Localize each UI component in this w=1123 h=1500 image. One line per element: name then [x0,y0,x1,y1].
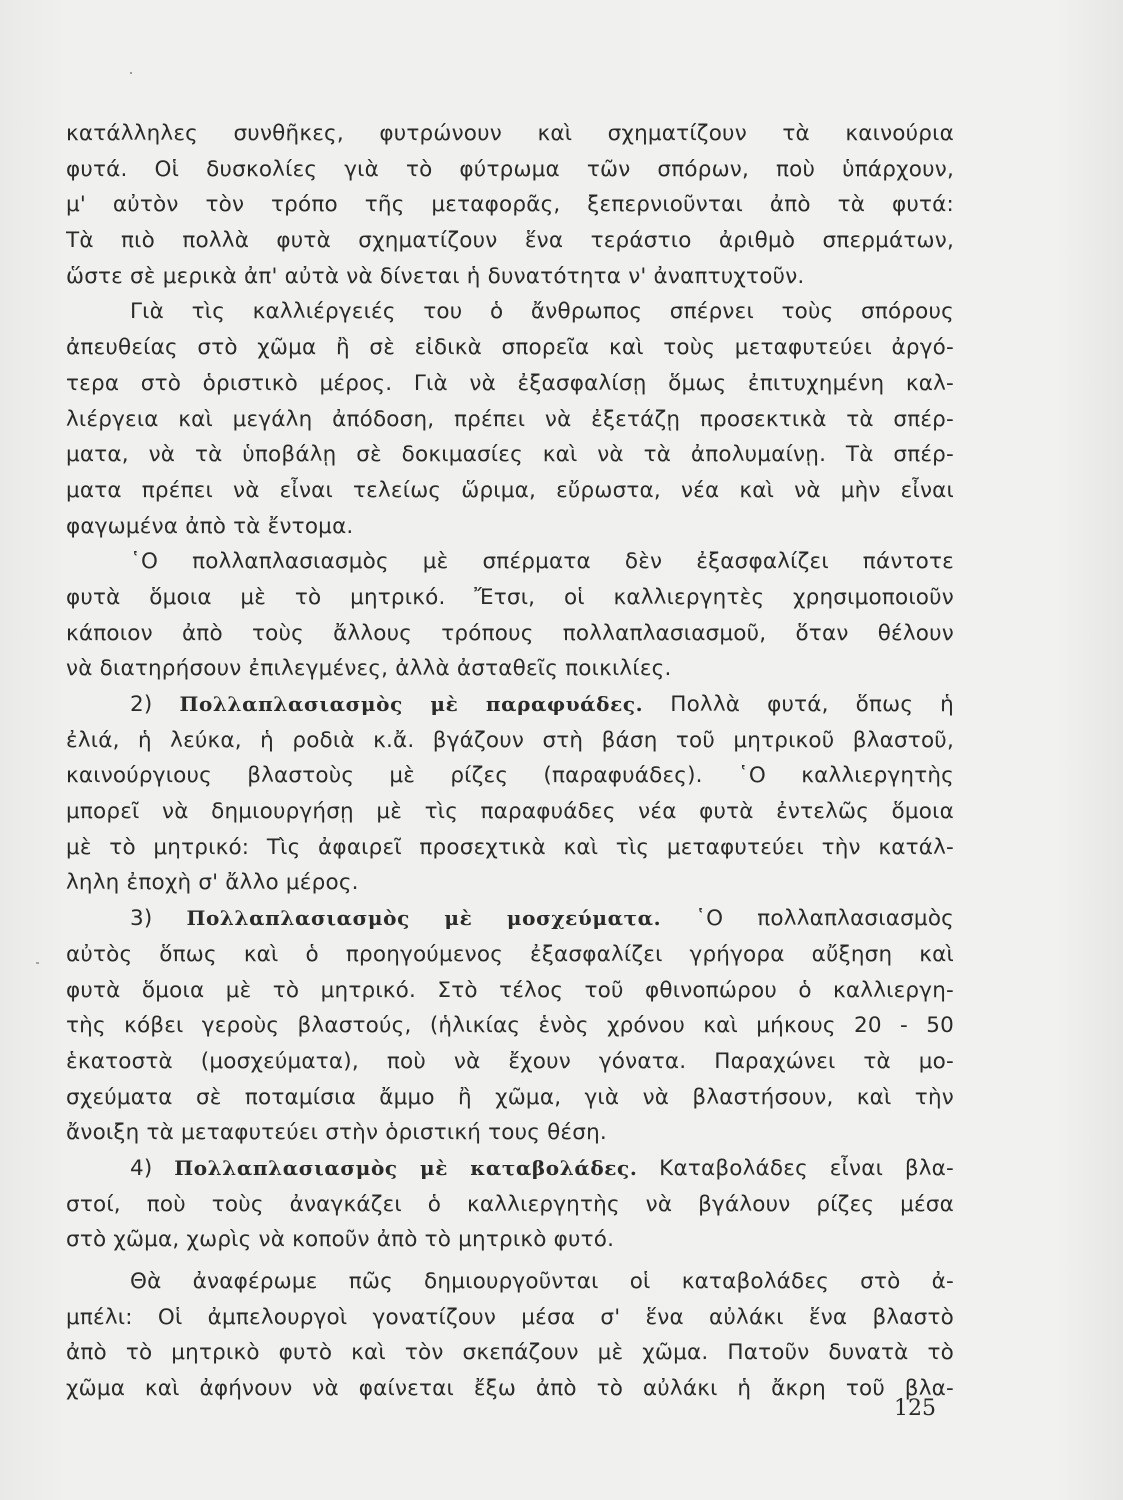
text-line: τερα στὸ ὁριστικὸ μέρος. Γιὰ νὰ ἐξασφαλίσῃ ὅμως ἐπιτυχημένη καλ- [66,370,954,396]
section-number: 2) [130,692,153,717]
text-line: ἄνοιξη τὰ μεταφυτεύει στὴν ὁριστική τους θέση. [66,1120,607,1146]
text-line: Γιὰ τὶς καλλιέργειές του ὁ ἄνθρωπος σπέρνει τοὺς σπόρους [130,299,954,325]
text-line: ληλη ἐποχὴ σ' ἄλλο μέρος. [66,870,359,896]
text-line: ματα πρέπει νὰ εἶναι τελείως ὥριμα, εὔρωστα, νέα καὶ νὰ μὴν εἶναι [66,477,954,503]
text-line: Τὰ πιὸ πολλὰ φυτὰ σχηματίζουν ἕνα τεράστιο ἀριθμὸ σπερμάτων, [66,228,954,254]
text-line: νὰ διατηρήσουν ἐπιλεγμένες, ἀλλὰ ἀσταθεῖς ποικιλίες. [66,656,672,682]
text-line: ἐλιά, ἡ λεύκα, ἡ ροδιὰ κ.ἄ. βγάζουν στὴ βάση τοῦ μητρικοῦ βλαστοῦ, [66,727,954,753]
section-heading: Πολλαπλασιασμὸς μὲ καταβολάδες. [174,1155,638,1180]
section-heading-line [66,687,954,723]
section-heading-line [66,1151,954,1187]
text-line: φυτά. Οἱ δυσκολίες γιὰ τὸ φύτρωμα τῶν σπόρων, ποὺ ὑπάρχουν, [66,156,954,182]
text-line: φυτὰ ὅμοια μὲ τὸ μητρικό. Ἔτσι, οἱ καλλιεργητὲς χρησιμοποιοῦν [66,584,954,610]
section-heading: Πολλαπλασιασμὸς μὲ μοσχεύματα. [186,906,662,931]
page-number: 125 [894,1396,936,1421]
text-line: λιέργεια καὶ μεγάλη ἀπόδοση, πρέπει νὰ ἐξετάζῃ προσεκτικὰ τὰ σπέρ- [66,406,954,432]
text-line: αὐτὸς ὅπως καὶ ὁ προηγούμενος ἐξασφαλίζει γρήγορα αὔξηση καὶ [66,941,954,967]
text-line: Θὰ ἀναφέρωμε πῶς δημιουργοῦνται οἱ καταβολάδες στὸ ἀ- [130,1269,954,1294]
text-line: ἑκατοστὰ (μοσχεύματα), ποὺ νὰ ἔχουν γόνατα. Παραχώνει τὰ μο- [66,1048,954,1074]
text-line: κάποιον ἀπὸ τοὺς ἄλλους τρόπους πολλαπλασιασμοῦ, ὅταν θέλουν [66,620,954,646]
text-line: χῶμα καὶ ἀφήνουν νὰ φαίνεται ἔξω ἀπὸ τὸ αὐλάκι ἡ ἄκρη τοῦ βλα- [66,1376,954,1402]
section-number: 4) [130,1155,153,1181]
text-line: μπέλι: Οἱ ἀμπελουργοὶ γονατίζουν μέσα σ' ἕνα αὐλάκι ἕνα βλαστὸ [66,1304,954,1330]
text-line: μὲ τὸ μητρικό: Τὶς ἀφαιρεῖ προσεχτικὰ καὶ τὶς μεταφυτεύει τὴν κατάλ- [66,834,954,860]
text-line: καινούργιους βλαστοὺς μὲ ρίζες (παραφυάδες). ῾Ο καλλιεργητὴς [66,763,954,789]
text-line: ῾Ο πολλαπλασιασμὸς μὲ σπέρματα δὲν ἐξασφαλίζει πάντοτε [130,549,954,575]
section-heading-line [66,901,954,937]
text-line: τὴς κόβει γεροὺς βλαστούς, (ἡλικίας ἑνὸς χρόνου καὶ μήκους 20 - 50 [66,1013,954,1039]
text-line: στοί, ποὺ τοὺς ἀναγκάζει ὁ καλλιεργητὴς νὰ βγάλουν ρίζες μέσα [66,1191,954,1217]
text-line: κατάλληλες συνθῆκες, φυτρώνουν καὶ σχηματίζουν τὰ καινούρια [66,121,954,146]
text-run: ῾Ο πολλαπλασιασμὸς [695,906,954,932]
text-line: στὸ χῶμα, χωρὶς νὰ κοποῦν ἀπὸ τὸ μητρικὸ φυτό. [66,1227,615,1253]
text-line: φυτὰ ὅμοια μὲ τὸ μητρικό. Στὸ τέλος τοῦ φθινοπώρου ὁ καλλιεργη- [66,977,954,1003]
text-run: Πολλὰ φυτά, ὅπως ἡ [670,692,954,717]
text-line: φαγωμένα ἀπὸ τὰ ἔντομα. [66,513,354,539]
text-line: ματα, νὰ τὰ ὑποβάλῃ σὲ δοκιμασίες καὶ νὰ τὰ ἀπολυμαίνῃ. Τὰ σπέρ- [66,442,954,468]
section-number: 3) [130,906,153,932]
print-speck [36,962,39,964]
text-line: ἀπευθείας στὸ χῶμα ἢ σὲ εἰδικὰ σπορεῖα καὶ τοὺς μεταφυτεύει ἀργό- [66,335,954,361]
text-line: σχεύματα σὲ ποταμίσια ἄμμο ἢ χῶμα, γιὰ νὰ βλαστήσουν, καὶ τὴν [66,1084,954,1110]
text-line: ἀπὸ τὸ μητρικὸ φυτὸ καὶ τὸν σκεπάζουν μὲ χῶμα. Πατοῦν δυνατὰ τὸ [66,1340,954,1366]
page-text [66,116,954,1407]
section-heading: Πολλαπλασιασμὸς μὲ παραφυάδες. [179,692,644,716]
text-run: Καταβολάδες εἶναι βλα- [659,1155,954,1181]
print-speck [130,72,132,74]
text-line: μ' αὐτὸν τὸν τρόπο τῆς μεταφορᾶς, ξεπερνιοῦνται ἀπὸ τὰ φυτά: [66,192,954,218]
text-line: μπορεῖ νὰ δημιουργήσῃ μὲ τὶς παραφυάδες νέα φυτὰ ἐντελῶς ὅμοια [66,799,954,825]
text-line: ὥστε σὲ μερικὰ ἀπ' αὐτὰ νὰ δίνεται ἡ δυνατότητα ν' ἀναπτυχτοῦν. [66,263,805,289]
